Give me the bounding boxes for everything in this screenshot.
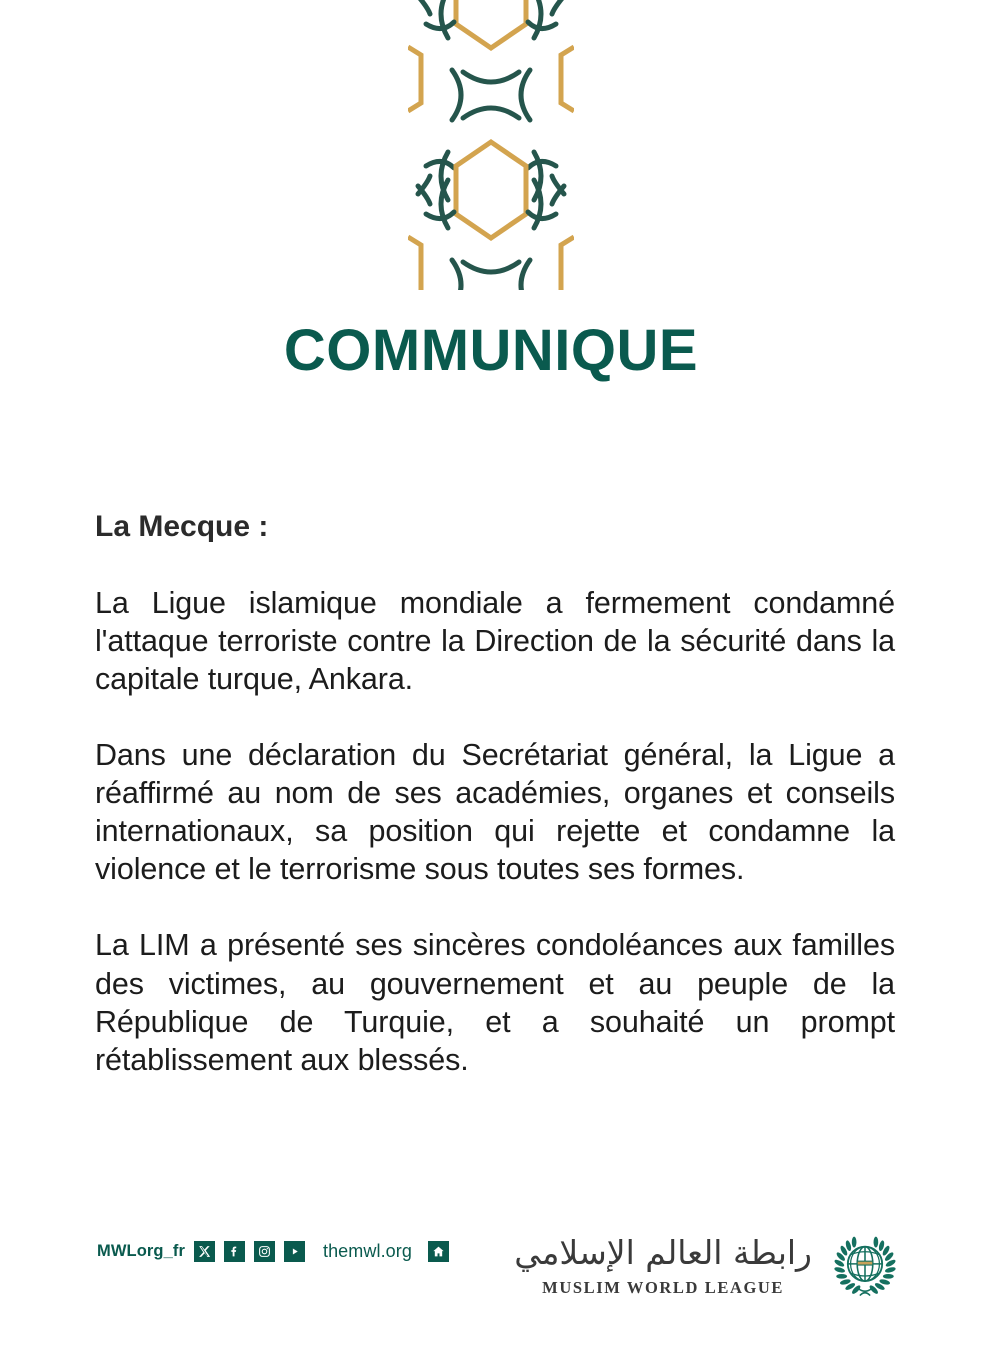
social-links-strip bbox=[97, 1241, 449, 1262]
website-url: themwl.org bbox=[322, 1241, 412, 1261]
home-icon[interactable] bbox=[428, 1241, 449, 1262]
logo-wordmark bbox=[514, 1233, 812, 1298]
paragraph-3: La LIM a présenté ses sincères condoléances aux familles des victimes, au gouvernement et au peuple de la République de Turquie, et a souhaité un prompt rétablissement aux blessés. bbox=[95, 928, 895, 1077]
paragraph-2: Dans une déclaration du Secrétariat général, la Ligue a réaffirmé au nom de ses académies, organes et conseils internationaux, sa position qui rejette et condamne la violence et le terrorisme sous toutes ses formes. bbox=[95, 737, 895, 887]
instagram-icon[interactable] bbox=[254, 1241, 275, 1262]
social-handle: MWLorg_fr bbox=[97, 1242, 185, 1260]
x-twitter-icon[interactable] bbox=[194, 1241, 215, 1262]
globe-wreath-emblem bbox=[826, 1228, 904, 1306]
islamic-geometric-pattern-icon bbox=[408, 0, 574, 290]
logo-arabic-text: رابطة العالم الإسلامي bbox=[514, 1233, 812, 1273]
page-title: COMMUNIQUE bbox=[283, 318, 699, 383]
logo-latin-text: MUSLIM WORLD LEAGUE bbox=[542, 1277, 785, 1297]
facebook-icon[interactable] bbox=[224, 1241, 245, 1262]
paragraph-1: La Ligue islamique mondiale a fermement condamné l'attaque terroriste contre la Direction de la sécurité dans la capitale turque, Ankara. bbox=[95, 585, 895, 696]
youtube-icon[interactable] bbox=[284, 1241, 305, 1262]
organization-logo bbox=[514, 1228, 904, 1306]
ornament-pattern-band bbox=[408, 0, 574, 290]
footer bbox=[0, 1228, 982, 1318]
article-body bbox=[95, 508, 895, 1079]
dateline: La Mecque : bbox=[95, 510, 269, 543]
